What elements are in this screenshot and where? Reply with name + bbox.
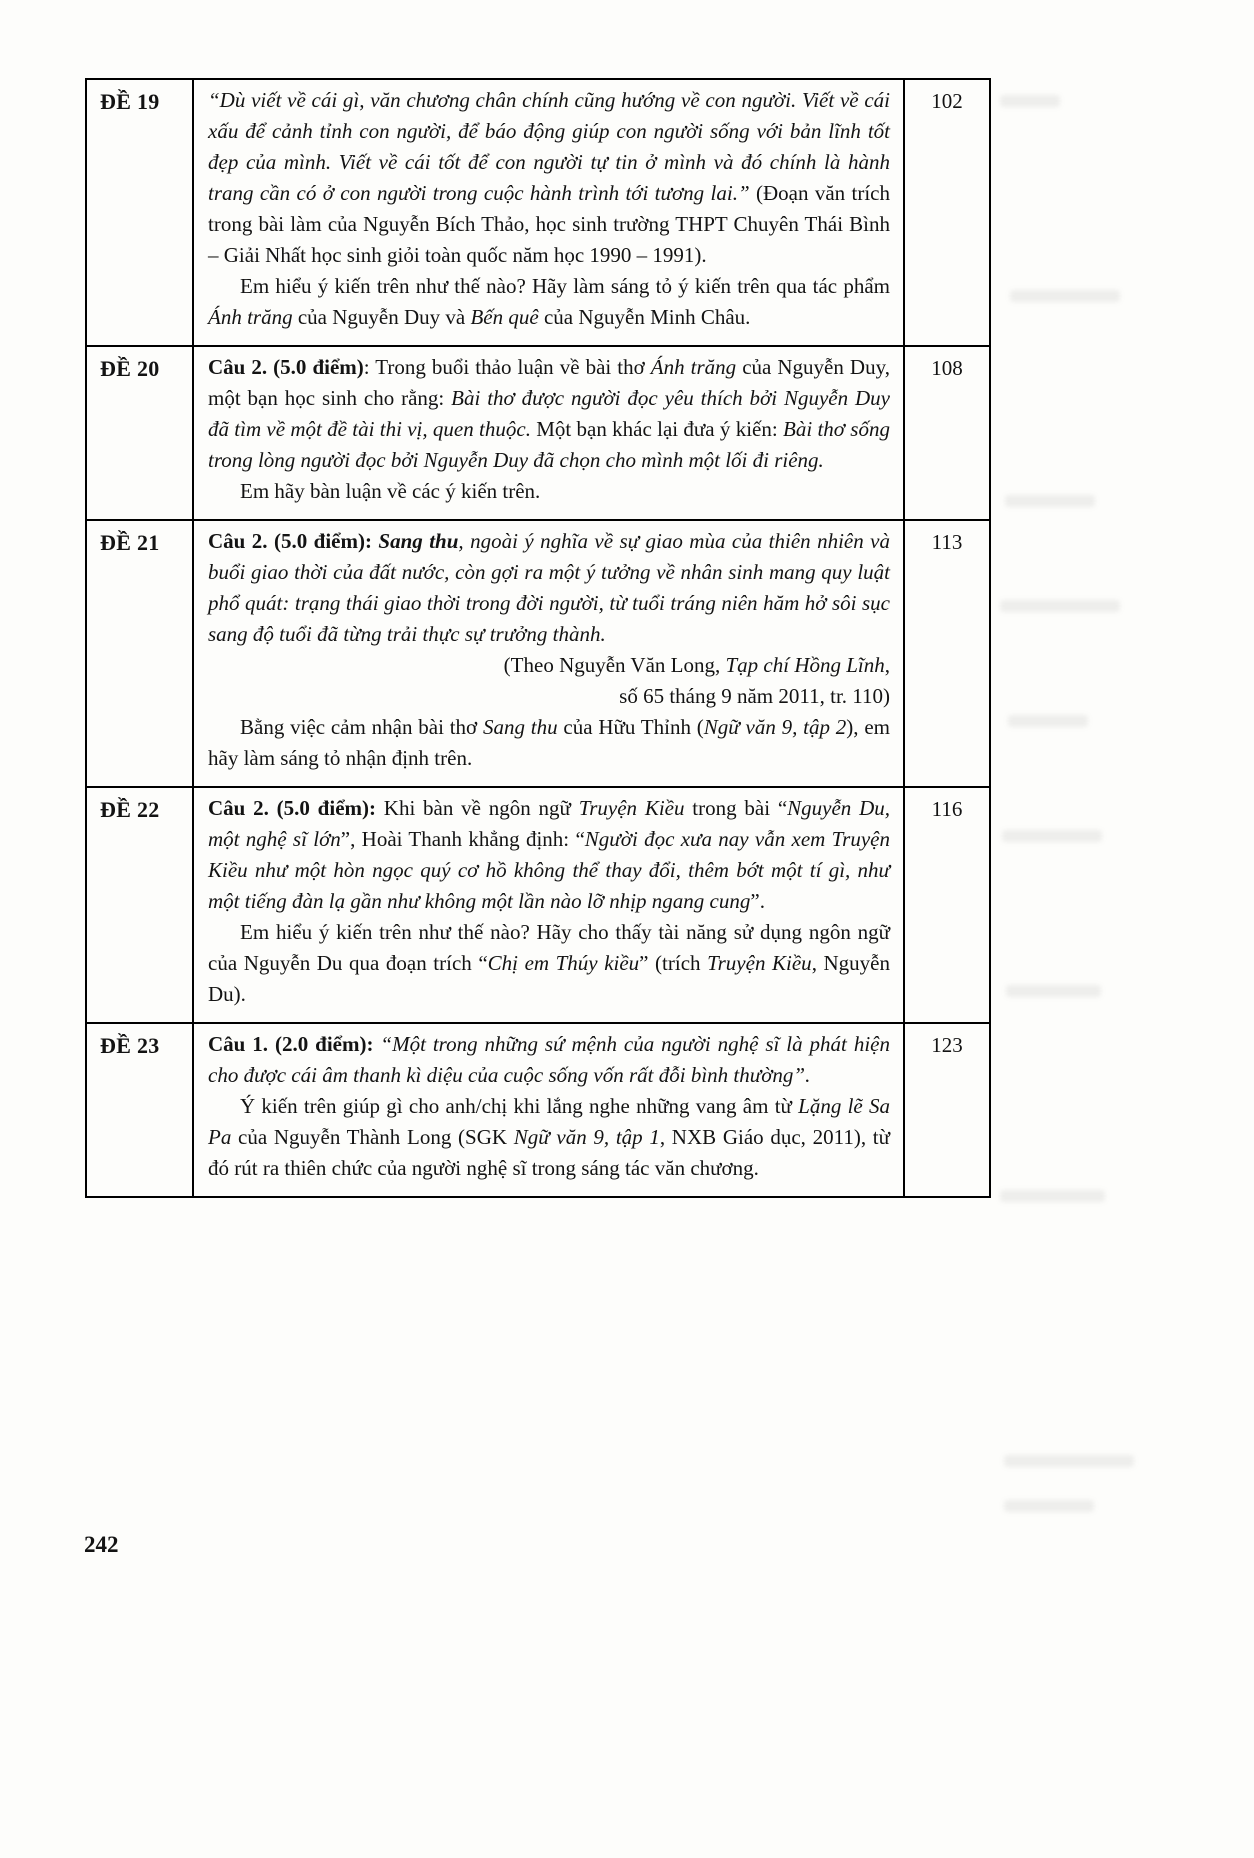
bleed-through-artifact xyxy=(1005,495,1095,507)
text-segment: Ánh trăng xyxy=(208,305,293,329)
text-segment: Câu 2. (5.0 điểm): xyxy=(208,796,384,820)
text-segment: ”. xyxy=(750,889,765,913)
text-segment: Truyện Kiều xyxy=(707,951,812,975)
text-segment: : Trong buổi thảo luận về bài thơ xyxy=(363,355,651,379)
bleed-through-artifact xyxy=(1000,600,1120,612)
text-segment: ” (trích xyxy=(639,951,708,975)
text-segment: của Hữu Thỉnh ( xyxy=(557,715,704,739)
exam-label-text: ĐỀ 23 xyxy=(100,1033,160,1058)
text-segment: Người đọc xưa nay vẫn xem Truyện Kiều như một hòn ngọc quý cơ hồ không thể thay đổi, thêm bớt một tí gì, như một tiếng đàn lạ gần như không một lần nào lỡ nhịp ngang cung xyxy=(208,827,890,913)
exam-description xyxy=(192,1022,903,1196)
page-number-text: 102 xyxy=(931,89,963,113)
paragraph xyxy=(208,917,890,1010)
page-number-ref xyxy=(903,786,989,1022)
text-segment: của Nguyễn Duy và xyxy=(292,305,471,329)
exam-description xyxy=(192,786,903,1022)
text-segment: , xyxy=(884,653,890,677)
page-number-ref xyxy=(903,80,989,345)
text-segment: Lặng lẽ Sa Pa xyxy=(208,1094,890,1149)
exam-label-text: ĐỀ 22 xyxy=(100,797,160,822)
bleed-through-artifact xyxy=(1000,95,1060,107)
text-segment: ), em hãy làm sáng tỏ nhận định trên. xyxy=(208,715,890,770)
text-segment: Bài thơ được người đọc yêu thích bởi Nguyễn Duy đã tìm về một đề tài thi vị, quen thuộc. xyxy=(208,386,891,441)
text-segment: Sang thu xyxy=(378,529,459,553)
text-segment: Ngữ văn 9, tập 2 xyxy=(703,715,847,739)
exam-label xyxy=(87,786,192,1022)
bleed-through-artifact xyxy=(1004,1455,1134,1467)
text-segment: Câu 1. (2.0 điểm): xyxy=(208,1032,381,1056)
page-number: 242 xyxy=(84,1532,119,1557)
text-segment: số 65 tháng 9 năm 2011, tr. 110) xyxy=(619,684,890,708)
text-segment: Em hãy bàn luận về các ý kiến trên. xyxy=(240,479,541,503)
text-segment: Khi bàn về ngôn ngữ xyxy=(383,796,579,820)
paragraph xyxy=(208,793,890,917)
text-segment: trong bài “ xyxy=(684,796,788,820)
text-segment: Bến quê xyxy=(470,305,539,329)
text-segment: “Dù viết về cái gì, văn chương chân chính cũng hướng về con người. Viết về cái xấu để cảnh tỉnh con người, để báo động giúp con người sống với bản lĩnh tốt đẹp của mình. Viết về cái tốt để con người tự tin ở mình và đó chính là hành trang cần có ở con người trong cuộc hành trình tới tương lai.” xyxy=(208,88,890,205)
exam-description xyxy=(192,345,903,519)
exam-label-text: ĐỀ 21 xyxy=(100,530,160,555)
page-number-ref xyxy=(903,519,989,786)
text-segment: Bằng việc cảm nhận bài thơ xyxy=(240,715,483,739)
text-segment: Một bạn khác lại đưa ý kiến: xyxy=(530,417,783,441)
text-segment: Em hiểu ý kiến trên như thế nào? Hãy làm sáng tỏ ý kiến trên qua tác phẩm xyxy=(240,274,890,298)
paragraph xyxy=(208,352,890,476)
text-segment: Em hiểu ý kiến trên như thế nào? Hãy cho thấy tài năng sử dụng ngôn ngữ của Nguyễn Du qua đoạn trích “ xyxy=(208,920,890,975)
paragraph xyxy=(208,271,890,333)
text-segment: “Một trong những sứ mệnh của người nghệ sĩ là phát hiện cho được cái âm thanh kì diệu của cuộc sống vốn rất đỗi bình thường”. xyxy=(208,1032,890,1087)
text-segment: Chị em Thúy kiều xyxy=(487,951,640,975)
page-number-text: 123 xyxy=(931,1033,963,1057)
paragraph xyxy=(208,1029,890,1091)
paragraph xyxy=(208,476,890,507)
bleed-through-artifact xyxy=(1000,1190,1105,1202)
text-segment: Ánh trăng xyxy=(650,355,737,379)
text-segment: của Nguyễn Duy, một bạn học sinh cho rằng: xyxy=(208,355,890,410)
text-segment: của Nguyễn Minh Châu. xyxy=(538,305,751,329)
exam-label-text: ĐỀ 19 xyxy=(100,89,160,114)
text-segment: Nguyễn Du, một nghệ sĩ lớn xyxy=(208,796,891,851)
text-segment: Câu 2. (5.0 điểm): xyxy=(208,529,379,553)
exam-label-text: ĐỀ 20 xyxy=(100,356,160,381)
page-number-text: 113 xyxy=(931,530,963,554)
page-number-ref xyxy=(903,345,989,519)
exam-description xyxy=(192,80,903,345)
exam-label xyxy=(87,345,192,519)
text-segment: (Đoạn văn trích trong bài làm của Nguyễn Bích Thảo, học sinh trường THPT Chuyên Thái Bình – Giải Nhất học sinh giỏi toàn quốc năm học 1990 – 1991). xyxy=(208,181,890,267)
paragraph xyxy=(208,85,890,271)
bleed-through-artifact xyxy=(1010,290,1120,302)
bleed-through-artifact xyxy=(1002,830,1102,842)
bleed-through-artifact xyxy=(1008,715,1088,727)
exam-label xyxy=(87,80,192,345)
paragraph xyxy=(208,526,890,650)
bleed-through-artifact xyxy=(1006,985,1101,997)
bleed-through-artifact xyxy=(1004,1500,1094,1512)
text-segment: Bài thơ sống trong lòng người đọc bởi Nguyễn Duy đã chọn cho mình một lối đi riêng. xyxy=(208,417,890,472)
paragraph xyxy=(208,712,890,774)
exam-label xyxy=(87,1022,192,1196)
text-segment: Câu 2. (5.0 điểm) xyxy=(208,355,364,379)
text-segment: Sang thu xyxy=(482,715,558,739)
paragraph xyxy=(208,650,890,681)
text-segment: Ý kiến trên giúp gì cho anh/chị khi lắng nghe những vang âm từ xyxy=(240,1094,799,1118)
text-segment: của Nguyễn Thành Long (SGK xyxy=(231,1125,514,1149)
paragraph xyxy=(208,1091,890,1184)
text-segment: ”, Hoài Thanh khẳng định: “ xyxy=(340,827,585,851)
paragraph xyxy=(208,681,890,712)
text-segment: Truyện Kiều xyxy=(578,796,685,820)
text-segment: Tạp chí Hồng Lĩnh xyxy=(725,653,885,677)
exam-label xyxy=(87,519,192,786)
text-segment: , ngoài ý nghĩa về sự giao mùa của thiên nhiên và buổi giao thời của đất nước, còn gợi ra một ý tưởng về nhân sinh mang quy luật phổ quát: trạng thái giao thời trong đời người, từ tuổi tráng niên hăm hở sôi sục sang độ tuổi đã từng trải thực sự trưởng thành. xyxy=(208,529,891,646)
text-segment: , Nguyễn Du). xyxy=(208,951,890,1006)
page-number-text: 116 xyxy=(931,797,963,821)
text-segment: Ngữ văn 9, tập 1 xyxy=(513,1125,660,1149)
text-segment: , NXB Giáo dục, 2011), từ đó rút ra thiên chức của người nghệ sĩ trong sáng tác văn chương. xyxy=(208,1125,890,1180)
page-number-text: 108 xyxy=(931,356,963,380)
text-segment: (Theo Nguyễn Văn Long, xyxy=(503,653,726,677)
exam-description xyxy=(192,519,903,786)
exam-index-table xyxy=(85,78,991,1198)
page-number-ref xyxy=(903,1022,989,1196)
